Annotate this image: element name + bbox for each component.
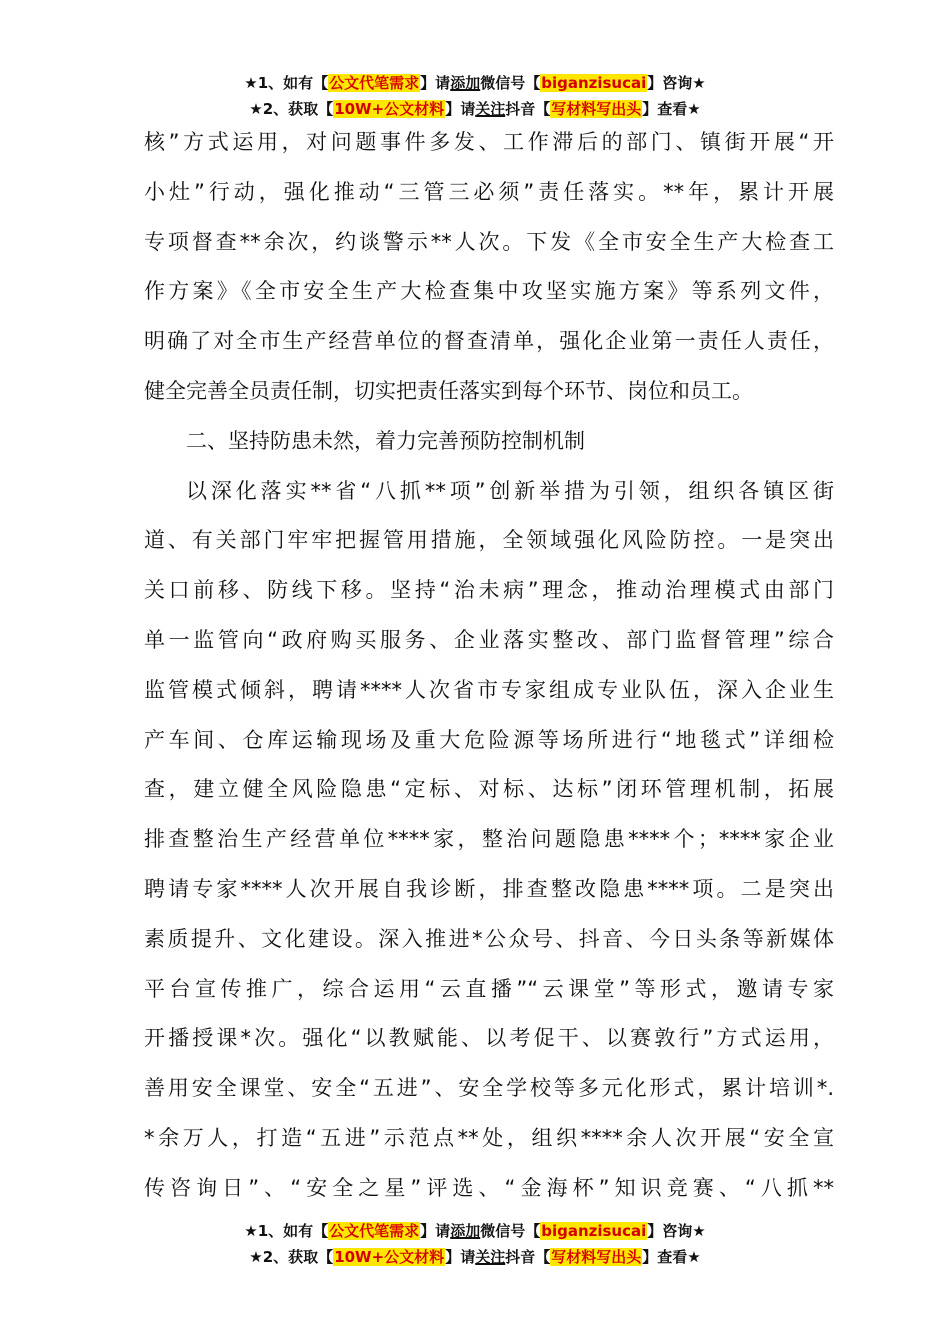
section-heading: 二、坚持防患未然，着力完善预防控制机制 xyxy=(186,428,585,453)
banner-highlight: 10W+公文材料 xyxy=(334,100,445,118)
body-line: 素质提升、文化建设。深入推进*公众号、抖音、今日头条等新媒体 xyxy=(144,926,834,951)
banner-text: 抖音【 xyxy=(505,100,551,118)
body-line: 监管模式倾斜，聘请****人次省市专家组成专业队伍，深入企业生 xyxy=(144,677,834,702)
banner-highlight: 公文代笔需求 xyxy=(329,74,420,92)
banner-text: 】请 xyxy=(420,74,451,92)
body-line: 排查整治生产经营单位****家，整治问题隐患****个；****家企业 xyxy=(144,827,834,852)
body-line: 核”方式运用，对问题事件多发、工作滞后的部门、镇街开展“开 xyxy=(144,130,834,154)
banner-highlight: 公文代笔需求 xyxy=(329,1222,420,1240)
body-line: *余万人，打造“五进”示范点**处，组织****余人次开展“安全宣 xyxy=(144,1125,834,1150)
body-line: 开播授课*次。强化“以教赋能、以考促干、以赛敦行”方式运用， xyxy=(144,1026,834,1051)
banner-text: ★2、获取【 xyxy=(249,100,334,118)
body-line: 专项督查**余次，约谈警示**人次。下发《全市安全生产大检查工 xyxy=(144,229,834,254)
banner-text: 抖音【 xyxy=(505,1248,551,1266)
banner-highlight: 10W+公文材料 xyxy=(334,1248,445,1266)
banner-underline: 关注 xyxy=(475,1248,506,1266)
body-line: 产车间、仓库运输现场及重大危险源等场所进行“地毯式”详细检 xyxy=(144,727,834,752)
body-line: 聘请专家****人次开展自我诊断，排查整改隐患****项。二是突出 xyxy=(144,876,834,901)
body-line: 作方案》《全市安全生产大检查集中攻坚实施方案》等系列文件， xyxy=(144,279,834,304)
banner-text: 】咨询★ xyxy=(647,74,706,92)
banner-line-2 xyxy=(0,1244,950,1270)
body-line: 以深化落实**省“八抓**项”创新举措为引领，组织各镇区街 xyxy=(186,478,834,503)
body-line: 查，建立健全风险隐患“定标、对标、达标”闭环管理机制，拓展 xyxy=(144,777,834,802)
banner-text: 】请 xyxy=(420,1222,451,1240)
banner-text: 微信号【 xyxy=(480,74,541,92)
body-line: 平台宣传推广，综合运用“云直播”“云课堂”等形式，邀请专家 xyxy=(144,976,834,1001)
footer-banner xyxy=(0,1218,950,1270)
body-line: 明确了对全市生产经营单位的督查清单，强化企业第一责任人责任， xyxy=(144,329,834,354)
body-line: 善用安全课堂、安全“五进”、安全学校等多元化形式，累计培训*. xyxy=(144,1076,834,1101)
banner-text: ★1、如有【 xyxy=(244,1222,329,1240)
body-line: 传咨询日”、“安全之星”评选、“金海杯”知识竞赛、“八抓** xyxy=(144,1175,834,1200)
banner-line-1 xyxy=(0,70,950,96)
body-line: 关口前移、防线下移。坚持“治未病”理念，推动治理模式由部门 xyxy=(144,578,834,603)
document-body xyxy=(144,118,834,1214)
banner-highlight: biganzisucai xyxy=(541,74,647,92)
header-banner xyxy=(0,70,950,122)
banner-text: 微信号【 xyxy=(480,1222,541,1240)
body-line: 单一监管向“政府购买服务、企业落实整改、部门监督管理”综合 xyxy=(144,627,834,652)
banner-line-1 xyxy=(0,1218,950,1244)
banner-highlight: 写材料写出头 xyxy=(551,1248,642,1266)
banner-text: ★2、获取【 xyxy=(249,1248,334,1266)
body-line: 道、有关部门牢牢把握管用措施，全领域强化风险防控。一是突出 xyxy=(144,528,834,553)
banner-text: 】查看★ xyxy=(642,100,701,118)
banner-text: 】请 xyxy=(445,1248,476,1266)
body-line: 小灶”行动，强化推动“三管三必须”责任落实。**年，累计开展 xyxy=(144,179,834,204)
banner-text: 】查看★ xyxy=(642,1248,701,1266)
body-line: 健全完善全员责任制，切实把责任落实到每个环节、岗位和员工。 xyxy=(144,378,753,403)
banner-underline: 添加 xyxy=(450,74,481,92)
banner-highlight: 写材料写出头 xyxy=(551,100,642,118)
banner-text: 】请 xyxy=(445,100,476,118)
banner-highlight: biganzisucai xyxy=(541,1222,647,1240)
banner-underline: 关注 xyxy=(475,100,506,118)
banner-text: ★1、如有【 xyxy=(244,74,329,92)
banner-text: 】咨询★ xyxy=(647,1222,706,1240)
banner-underline: 添加 xyxy=(450,1222,481,1240)
